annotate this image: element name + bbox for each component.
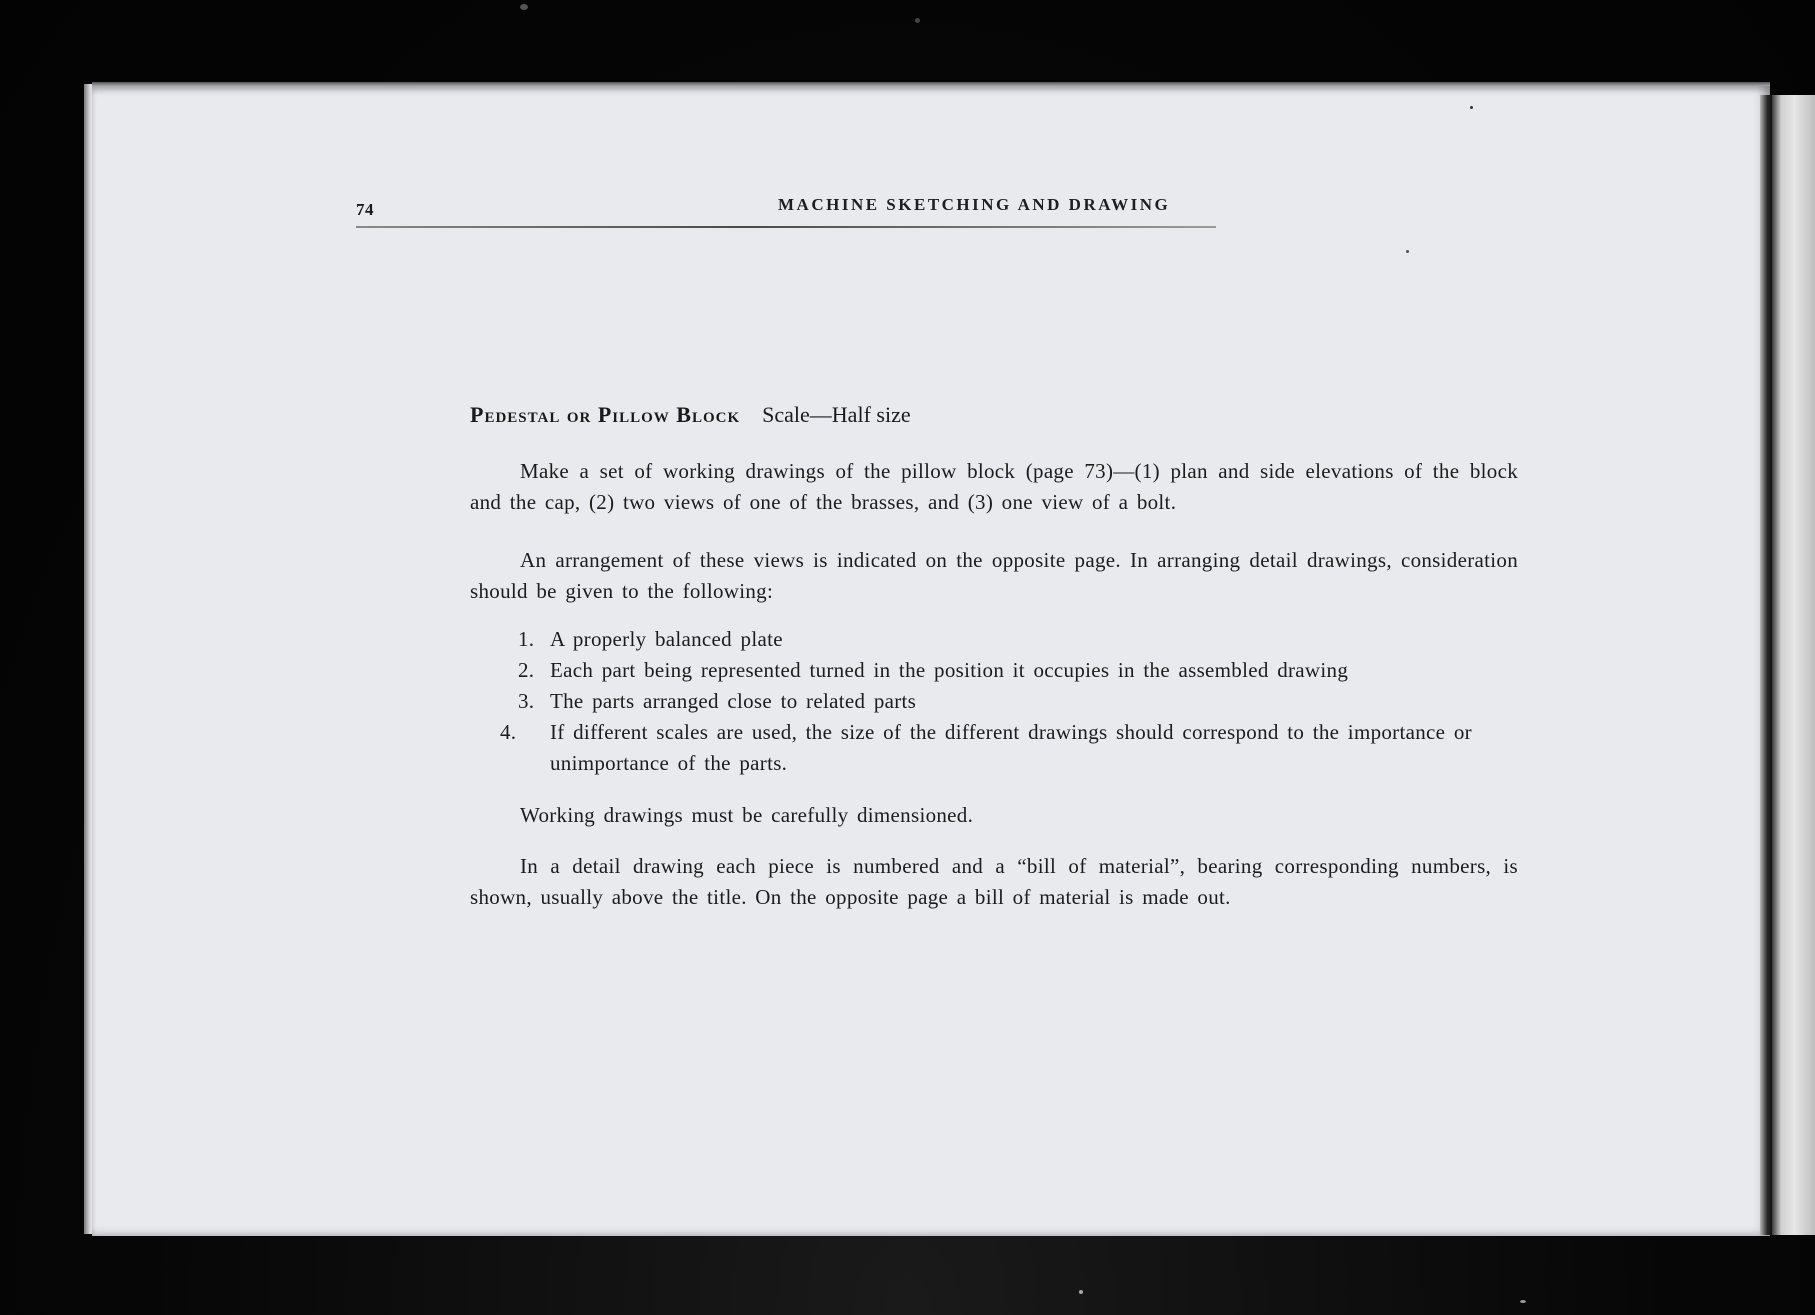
scan-speck — [520, 4, 528, 10]
list-item — [518, 686, 1518, 717]
scan-speck — [915, 18, 920, 23]
header-rule — [356, 226, 1216, 228]
scale-note: Scale—Half size — [762, 402, 911, 427]
paragraph-detail: In a detail drawing each piece is numbered and a “bill of material”, bearing corresponding numbers, is shown, usually above the title. On the opposite page a bill of material is made out. — [470, 854, 1518, 909]
considerations-list — [518, 624, 1518, 779]
scan-speck — [1520, 1300, 1526, 1303]
page-gutter-shadow — [1760, 95, 1772, 1235]
scan-speck — [1406, 250, 1409, 253]
list-item-text: If different scales are used, the size of the different drawings should correspond to the importance or unimportance of the parts. — [550, 720, 1472, 775]
paragraph-intro: Make a set of working drawings of the pillow block (page 73)—(1) plan and side elevations of the block and the cap, (2) two views of one of the brasses, and (3) one view of a bolt. — [470, 459, 1518, 514]
list-item-number: 1. — [518, 627, 535, 651]
scan-speck — [1470, 106, 1473, 109]
page-number: 74 — [356, 200, 374, 219]
list-item-number: 3. — [518, 689, 535, 713]
list-item — [518, 717, 1518, 779]
section-title — [470, 402, 911, 428]
list-item-number: 2. — [518, 658, 535, 682]
list-item — [518, 624, 1518, 655]
list-item-text: The parts arranged close to related parts — [550, 689, 917, 713]
paragraph-arrangement: An arrangement of these views is indicated on the opposite page. In arranging detail drawings, consideration should be given to the following: — [470, 548, 1518, 603]
list-item — [518, 655, 1518, 686]
adjacent-page-edge — [1770, 95, 1815, 1235]
list-item-text: A properly balanced plate — [550, 627, 783, 651]
section-title-text: Pedestal or Pillow Block — [470, 402, 741, 427]
list-item-text: Each part being represented turned in the position it occupies in the assembled drawing — [550, 658, 1349, 682]
paragraph-dimensioned: Working drawings must be carefully dimensioned. — [520, 803, 974, 827]
scan-speck — [1079, 1290, 1083, 1294]
running-head: MACHINE SKETCHING AND DRAWING — [778, 195, 1171, 214]
